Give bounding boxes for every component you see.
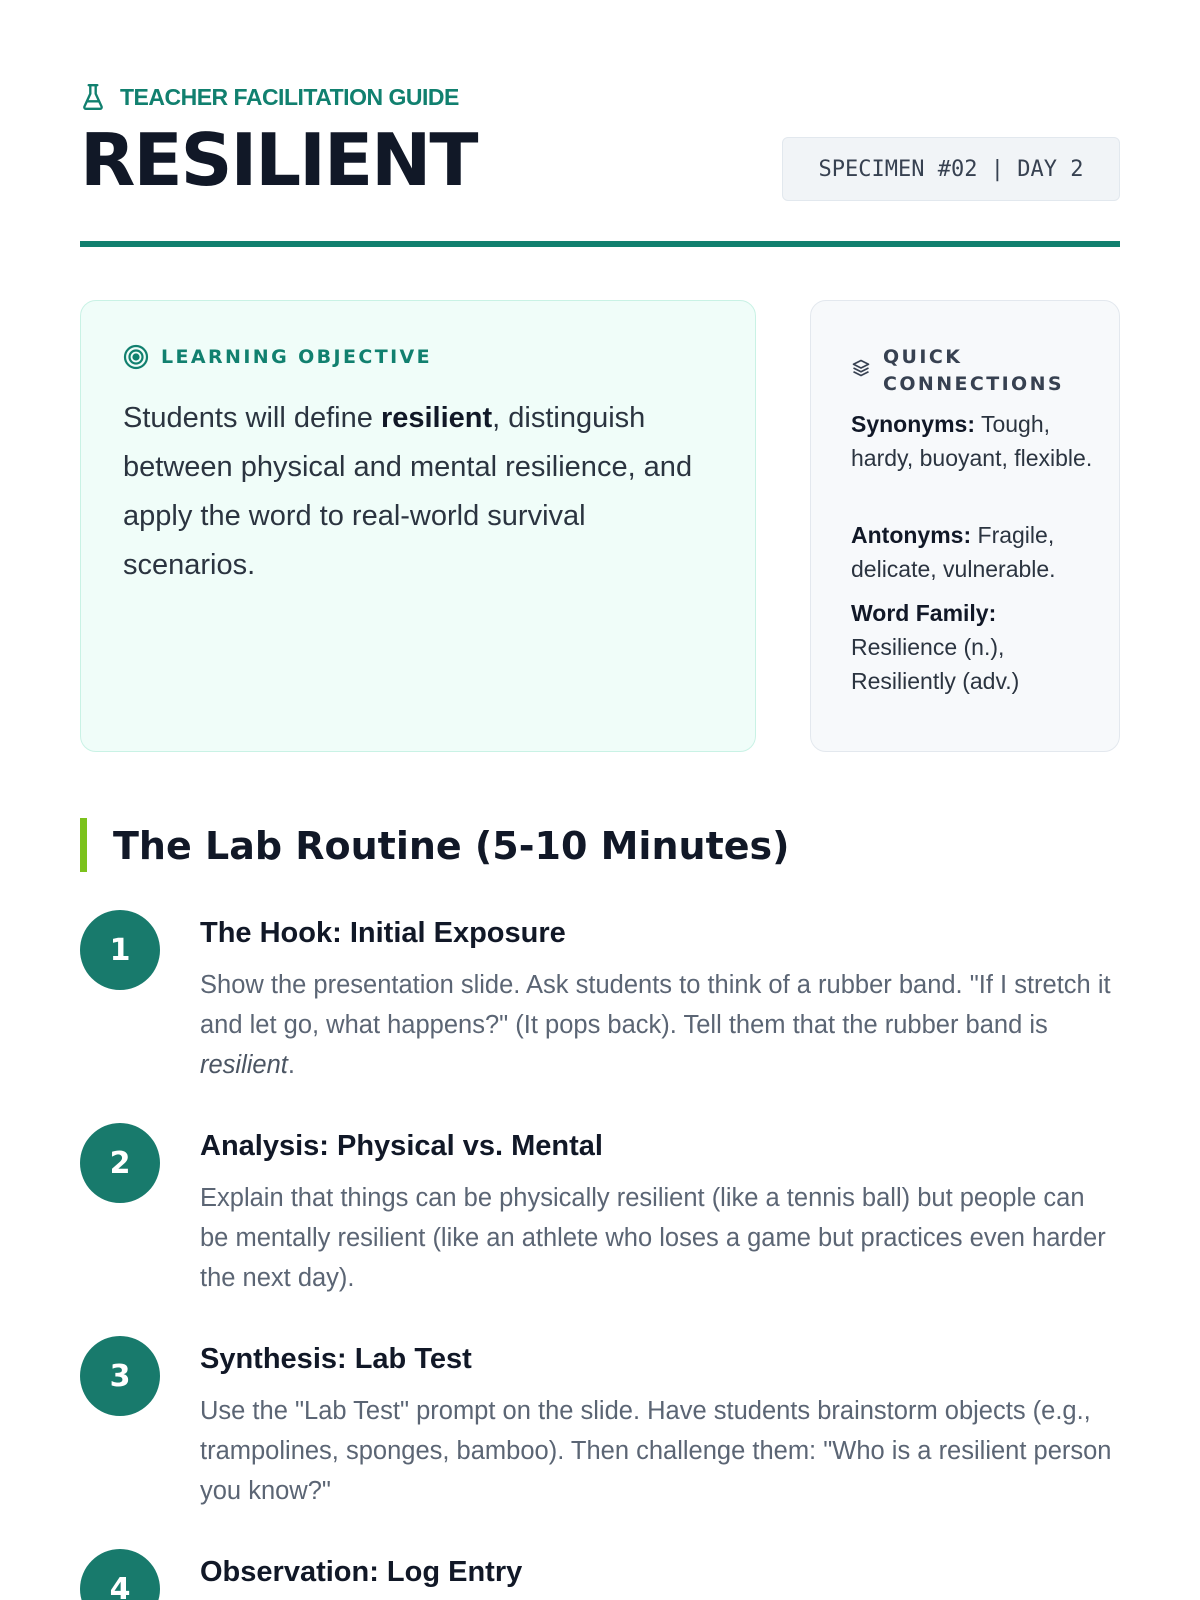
- header-divider: [80, 241, 1120, 247]
- synonyms-entry: [851, 407, 1101, 475]
- synonyms-label: Synonyms:: [851, 411, 975, 437]
- step-description: Use the "Lab Test" prompt on the slide. Have students brainstorm objects (e.g., trampolines, sponges, bamboo). Then challenge them: "Who is a resilient person you know?": [200, 1397, 1112, 1505]
- objective-text-end: , distinguish between physical and mental resilience, and apply the word to real-world survival scenarios.: [123, 402, 693, 581]
- word-family-entry: [851, 596, 1101, 698]
- guide-page: [80, 0, 1120, 1600]
- step-description: Explain that things can be physically resilient (like a tennis ball) but people can be mentally resilient (like an athlete who loses a game but practices even harder the next day).: [200, 1184, 1106, 1292]
- learning-objective-heading: [123, 344, 432, 370]
- step-title: The Hook: Initial Exposure: [200, 917, 566, 949]
- guide-type-label: TEACHER FACILITATION GUIDE: [120, 83, 459, 110]
- layers-icon: [851, 358, 871, 378]
- step-description: [200, 965, 1112, 1085]
- quick-connections-card: [810, 300, 1120, 752]
- antonyms-entry: [851, 518, 1101, 586]
- step-title: Observation: Log Entry: [200, 1556, 523, 1588]
- flask-icon: [80, 83, 106, 111]
- antonyms-value: Fragile, delicate, vulnerable.: [851, 522, 1056, 582]
- section-accent-bar: [80, 818, 87, 872]
- word-family-label: Word Family:: [851, 600, 997, 626]
- step-title: Synthesis: Lab Test: [200, 1343, 472, 1375]
- step-description-emphasis: resilient: [200, 1051, 288, 1079]
- step-description-end: .: [287, 1051, 295, 1079]
- word-family-value: Resilience (n.), Resiliently (adv.): [851, 634, 1020, 694]
- quick-connections-label: QUICK CONNECTIONS: [883, 346, 1064, 395]
- learning-objective-label: LEARNING OBJECTIVE: [161, 346, 433, 368]
- quick-connections-heading: [851, 344, 1101, 398]
- step-number-badge: 2: [80, 1123, 160, 1203]
- step-number-badge: 4: [80, 1549, 160, 1600]
- lab-routine-heading: The Lab Routine (5-10 Minutes): [113, 824, 790, 868]
- objective-text-start: Students will define: [123, 402, 381, 434]
- word-title: RESILIENT: [80, 118, 477, 202]
- objective-keyword: resilient: [380, 402, 493, 434]
- learning-objective-text: [123, 394, 723, 590]
- guide-eyebrow: [80, 82, 459, 112]
- step-number-badge: 3: [80, 1336, 160, 1416]
- step-number-badge: 1: [80, 910, 160, 990]
- antonyms-label: Antonyms:: [851, 522, 972, 548]
- step-description-text: Show the presentation slide. Ask students to think of a rubber band. "If I stretch it and let go, what happens?" (It pops back). Tell them that the rubber band is: [200, 971, 1111, 1039]
- learning-objective-card: [80, 300, 756, 752]
- target-icon: [123, 344, 149, 370]
- step-title: Analysis: Physical vs. Mental: [200, 1130, 603, 1162]
- specimen-badge: SPECIMEN #02 | DAY 2: [782, 137, 1120, 201]
- synonyms-value: Tough, hardy, buoyant, flexible.: [851, 411, 1093, 471]
